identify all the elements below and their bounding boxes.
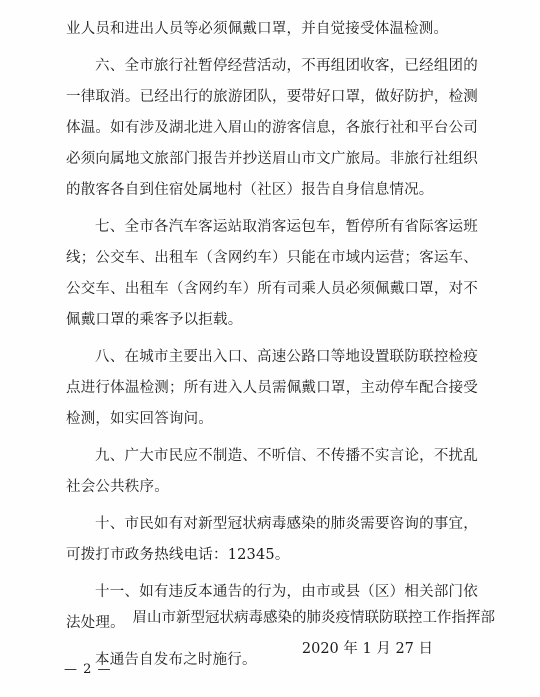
- paragraph-item-8: 八、在城市主要出入口、高速公路口等地设置联防联控检疫点进行体温检测；所有进入人员需佩戴口罩，主动停车配合接受检测，如实回答询问。: [66, 349, 478, 427]
- paragraph-item-10: 十、市民如有对新型冠状病毒感染的肺炎需要咨询的事宜，可拨打市政务热线电话：12345。: [66, 516, 478, 563]
- paragraph-item-11: 十一、如有违反本通告的行为，由市或县（区）相关部门依法处理。: [66, 584, 478, 631]
- paragraph-item-7: 七、全市各汽车客运站取消客运包车，暂停所有省际客运班线；公交车、出租车（含网约车）只能在市域内运营；客运车、公交车、出租车（含网约车）所有司乘人员必须佩戴口罩，对不佩戴口罩的乘客予以拒载。: [66, 219, 478, 328]
- paragraph-effective: 本通告自发布之时施行。: [95, 652, 257, 668]
- issuing-organization: 眉山市新型冠状病毒感染的肺炎疫情联防联控工作指挥部: [132, 610, 495, 626]
- paragraph-item-6: 六、全市旅行社暂停经营活动，不再组团收客，已经组团的一律取消。已经出行的旅游团队，要带好口罩，做好防护，检测体温。如有涉及湖北进入眉山的游客信息，各旅行社和平台公司必须向属地文旅部门报告并抄送眉山市文广旅局。非旅行社组织的散客各自到住宿处属地村（社区）报告自身信息情况。: [66, 58, 478, 198]
- issue-date: 2020 年 1 月 27 日: [301, 641, 433, 657]
- paragraph-continuation: 业人员和进出人员等必须佩戴口罩，并自觉接受体温检测。: [66, 21, 449, 37]
- signature-block: [133, 603, 496, 665]
- page-number: — 2 —: [64, 662, 112, 677]
- paragraph-item-9: 九、广大市民应不制造、不听信、不传播不实言论，不扰乱社会公共秩序。: [66, 448, 478, 495]
- notice-body: [66, 14, 478, 682]
